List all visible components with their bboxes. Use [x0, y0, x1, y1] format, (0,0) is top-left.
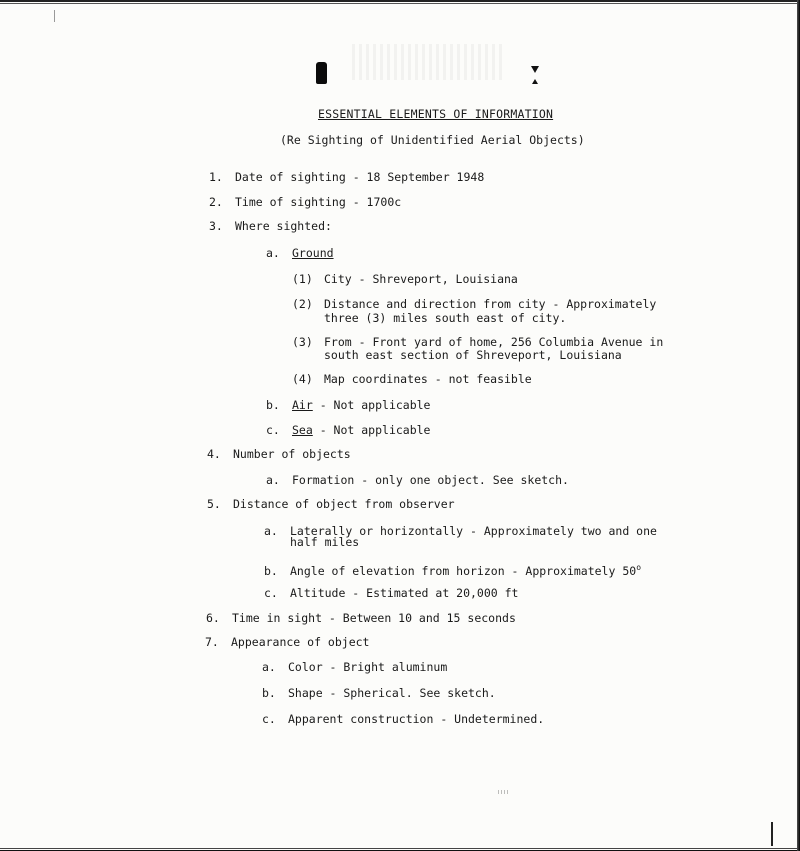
- sub-item-text: Shape - Spherical. See sketch.: [288, 686, 496, 700]
- item-text: Time in sight - Between 10 and 15 seconds: [232, 611, 516, 625]
- sub-item-label: Air: [292, 398, 313, 412]
- sub-sub-item-text: Map coordinates - not feasible: [324, 372, 532, 386]
- sub-item-number: b.: [262, 686, 276, 700]
- sub-item-text: Formation - only one object. See sketch.: [292, 473, 569, 487]
- list-item: [206, 611, 516, 625]
- item-number: 1.: [209, 170, 223, 184]
- sub-item-text: Laterally or horizontally - Approximately two and one: [290, 524, 657, 538]
- item-number: 3.: [209, 219, 223, 233]
- sub-item-label: Sea: [292, 423, 313, 437]
- ink-blot: [316, 62, 327, 84]
- faded-stamp: [352, 44, 502, 80]
- list-item: [209, 219, 332, 233]
- item-number: 2.: [209, 195, 223, 209]
- sub-sub-item-continuation: three (3) miles south east of city.: [324, 311, 567, 325]
- sub-item: [262, 660, 447, 674]
- item-number: 4.: [207, 447, 221, 461]
- scan-edge-right: [796, 0, 800, 851]
- sub-sub-item-number: (2): [292, 297, 313, 311]
- sub-item-number: b.: [264, 563, 278, 578]
- list-item: [209, 170, 484, 184]
- scan-speck: [498, 790, 510, 794]
- sub-sub-item: [292, 372, 532, 386]
- item-number: 6.: [206, 611, 220, 625]
- item-text: Date of sighting - 18 September 1948: [235, 170, 485, 184]
- scan-mark: [771, 822, 773, 846]
- list-item: [209, 195, 401, 209]
- sub-item-text: - Not applicable: [312, 423, 431, 437]
- sub-sub-item-number: (1): [292, 272, 313, 286]
- sub-item-number: a.: [264, 524, 278, 538]
- sub-sub-item: [292, 272, 518, 286]
- sub-item-number: c.: [266, 423, 280, 437]
- sub-item: [262, 686, 496, 700]
- scan-edge-top: [0, 0, 800, 7]
- item-text: Distance of object from observer: [233, 497, 455, 511]
- degree-sign: o: [636, 563, 642, 572]
- sub-item: [264, 561, 641, 578]
- document-subtitle: (Re Sighting of Unidentified Aerial Objects): [280, 133, 585, 147]
- sub-item-number: a.: [266, 473, 280, 487]
- sub-item-number: a.: [266, 246, 280, 260]
- sub-item-number: c.: [262, 712, 276, 726]
- sub-sub-item-number: (4): [292, 372, 313, 386]
- sub-item-continuation: half miles: [290, 535, 360, 549]
- item-text: Number of objects: [233, 447, 351, 461]
- sub-item-text: Angle of elevation from horizon - Approximately 50: [290, 563, 637, 578]
- sub-item: [266, 246, 334, 260]
- sub-item: [264, 586, 518, 600]
- sub-item-text: Color - Bright aluminum: [288, 660, 448, 674]
- document-title: ESSENTIAL ELEMENTS OF INFORMATION: [318, 107, 554, 121]
- item-number: 5.: [207, 497, 221, 511]
- scan-edge-bottom: [0, 846, 800, 851]
- item-text: Where sighted:: [235, 219, 332, 233]
- sub-item-text: Altitude - Estimated at 20,000 ft: [290, 586, 519, 600]
- sub-item: [266, 473, 569, 487]
- sub-item-number: a.: [262, 660, 276, 674]
- sub-sub-item: [292, 297, 656, 311]
- sub-item-number: c.: [264, 586, 278, 600]
- item-text: Appearance of object: [231, 635, 370, 649]
- sub-sub-item: [292, 335, 663, 349]
- sub-item: [266, 398, 430, 412]
- sub-sub-item-text: Distance and direction from city - Approximately: [324, 297, 657, 311]
- item-text: Time of sighting - 1700c: [235, 195, 402, 209]
- sub-item-number: b.: [266, 398, 280, 412]
- item-number: 7.: [205, 635, 219, 649]
- list-item: [207, 497, 455, 511]
- sub-item-label: Ground: [292, 246, 334, 260]
- sub-item-text: - Not applicable: [312, 398, 431, 412]
- sub-item: [262, 712, 544, 726]
- list-item: [205, 635, 369, 649]
- sub-sub-item-text: City - Shreveport, Louisiana: [324, 272, 518, 286]
- list-item: [207, 447, 351, 461]
- scan-mark: [54, 10, 55, 22]
- sub-sub-item-number: (3): [292, 335, 313, 349]
- sub-item-text: Apparent construction - Undetermined.: [288, 712, 545, 726]
- sub-sub-item-text: From - Front yard of home, 256 Columbia Avenue in: [324, 335, 664, 349]
- hole-punch-mark: [529, 66, 541, 90]
- sub-sub-item-continuation: south east section of Shreveport, Louisiana: [324, 348, 622, 362]
- sub-item: [266, 423, 430, 437]
